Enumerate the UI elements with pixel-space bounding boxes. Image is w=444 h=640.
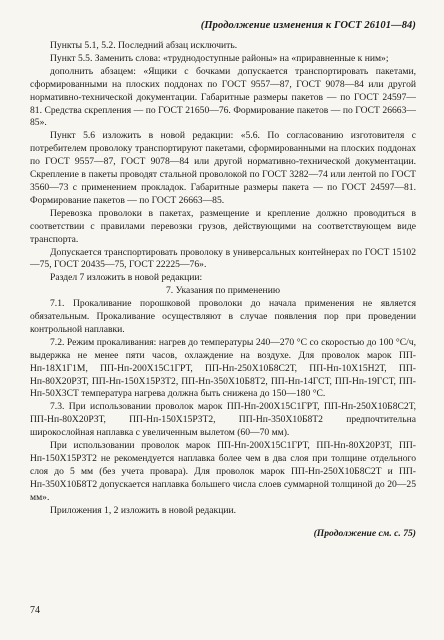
paragraph-11: 7.3. При использовании проволок марок ПП-Нп-200Х15С1ГРТ, ПП-Нп-250Х10Б8С2Т, ПП-Нп-80Х20Р3Т, ПП-Нп-150Х15Р3Т2, ПП-Нп-350Х10Б8Т2 предпочтительна широкослойная наплавка с увеличенным вылетом (60—70 мм). — [30, 401, 416, 439]
paragraph-6: Допускается транспортировать проволоку в универсальных контейнерах по ГОСТ 15102—75, ГОСТ 20435—75, ГОСТ 22225—76». — [30, 246, 416, 271]
paragraph-7: Раздел 7 изложить в новой редакции: — [50, 272, 203, 284]
running-header: (Продолжение изменения к ГОСТ 26101—84) — [200, 20, 416, 31]
paragraph-2: Пункт 5.5. Заменить слова: «труднодоступные районы» на «приравненные к ним»; — [50, 52, 389, 64]
paragraph-1: Пункты 5.1, 5.2. Последний абзац исключить. — [50, 40, 238, 51]
page-number: 74 — [30, 605, 40, 616]
paragraph-3: дополнить абзацем: «Ящики с бочками допускается транспортировать пакетами, сформированными на плоских поддонах по ГОСТ 9557—87, ГОСТ 9078—84 или другой нормативно-технической документации. Габаритные размеры пакетов — по ГОСТ 24597—81. Средства скрепления — по ГОСТ 21650—76. Формирование пакетов — по ГОСТ 26663—85». — [30, 65, 416, 129]
paragraph-13: Приложения 1, 2 изложить в новой редакции. — [50, 504, 237, 516]
document-body — [30, 40, 416, 540]
paragraph-4: Пункт 5.6 изложить в новой редакции: «5.6. По согласованию изготовителя с потребителем проволоку транспортируют пакетами, сформированными на плоских поддонах по ГОСТ 9557—87, ГОСТ 9078—84 или другой нормативно-технической документации. Скрепление в пакеты проводят стальной проволокой по ГОСТ 3282—74 или лентой по ГОСТ 3560—73 с применением прокладок. Габаритные размеры пакета — по ГОСТ 24597—81. Формирование пакетов — по ГОСТ 26663—85. — [30, 130, 416, 206]
paragraph-10: 7.2. Режим прокаливания: нагрев до температуры 240—270 °С со скоростью до 100 °С/ч, выдержка не менее пяти часов, охлаждение на воздухе. Для проволок марок ПП-Нп-18Х1Г1М, ПП-Нп-200Х15С1ГРТ, ПП-Нп-250Х10Б8С2Т, ПП-Нп-10Х15Н2Т, ПП-Нп-80Х20Р3Т, ПП-Нп-150Х15Р3Т2, ПП-Нп-350Х10Б8Т2, ПП-Нп-14ГСТ, ПП-Нп-19ГСТ, ПП-Нп-50Х3СТ температура нагрева должна быть снижена до 150—180 °С. — [30, 336, 416, 400]
continuation-note: (Продолжение см. с. 75) — [313, 527, 416, 539]
paragraph-9: 7.1. Прокаливание порошковой проволоки до начала применения не является обязательным. Прокаливание осуществляют в случае появления пор при проведении контрольной наплавки. — [30, 298, 416, 335]
paragraph-5: Перевозка проволоки в пакетах, размещение и крепление должно проводиться в соответствии с правилами перевозки грузов, действующими на соответствующем виде транспорта. — [30, 207, 416, 245]
paragraph-12: При использовании проволок марок ПП-Нп-200Х15С1ГРТ, ПП-Нп-80Х20Р3Т, ПП-Нп-150Х15Р3Т2 не рекомендуется наплавка более чем в два слоя при толщине отдельного слоя до 5 мм (без учета провара). Для проволок марок ПП-Нп-250Х10Б8С2Т и ПП-Нп-350Х10Б8Т2 допускается наплавка большего числа слоев суммарной толщиной до 20—25 мм». — [30, 440, 416, 503]
section-heading: 7. Указания по применению — [166, 285, 280, 297]
